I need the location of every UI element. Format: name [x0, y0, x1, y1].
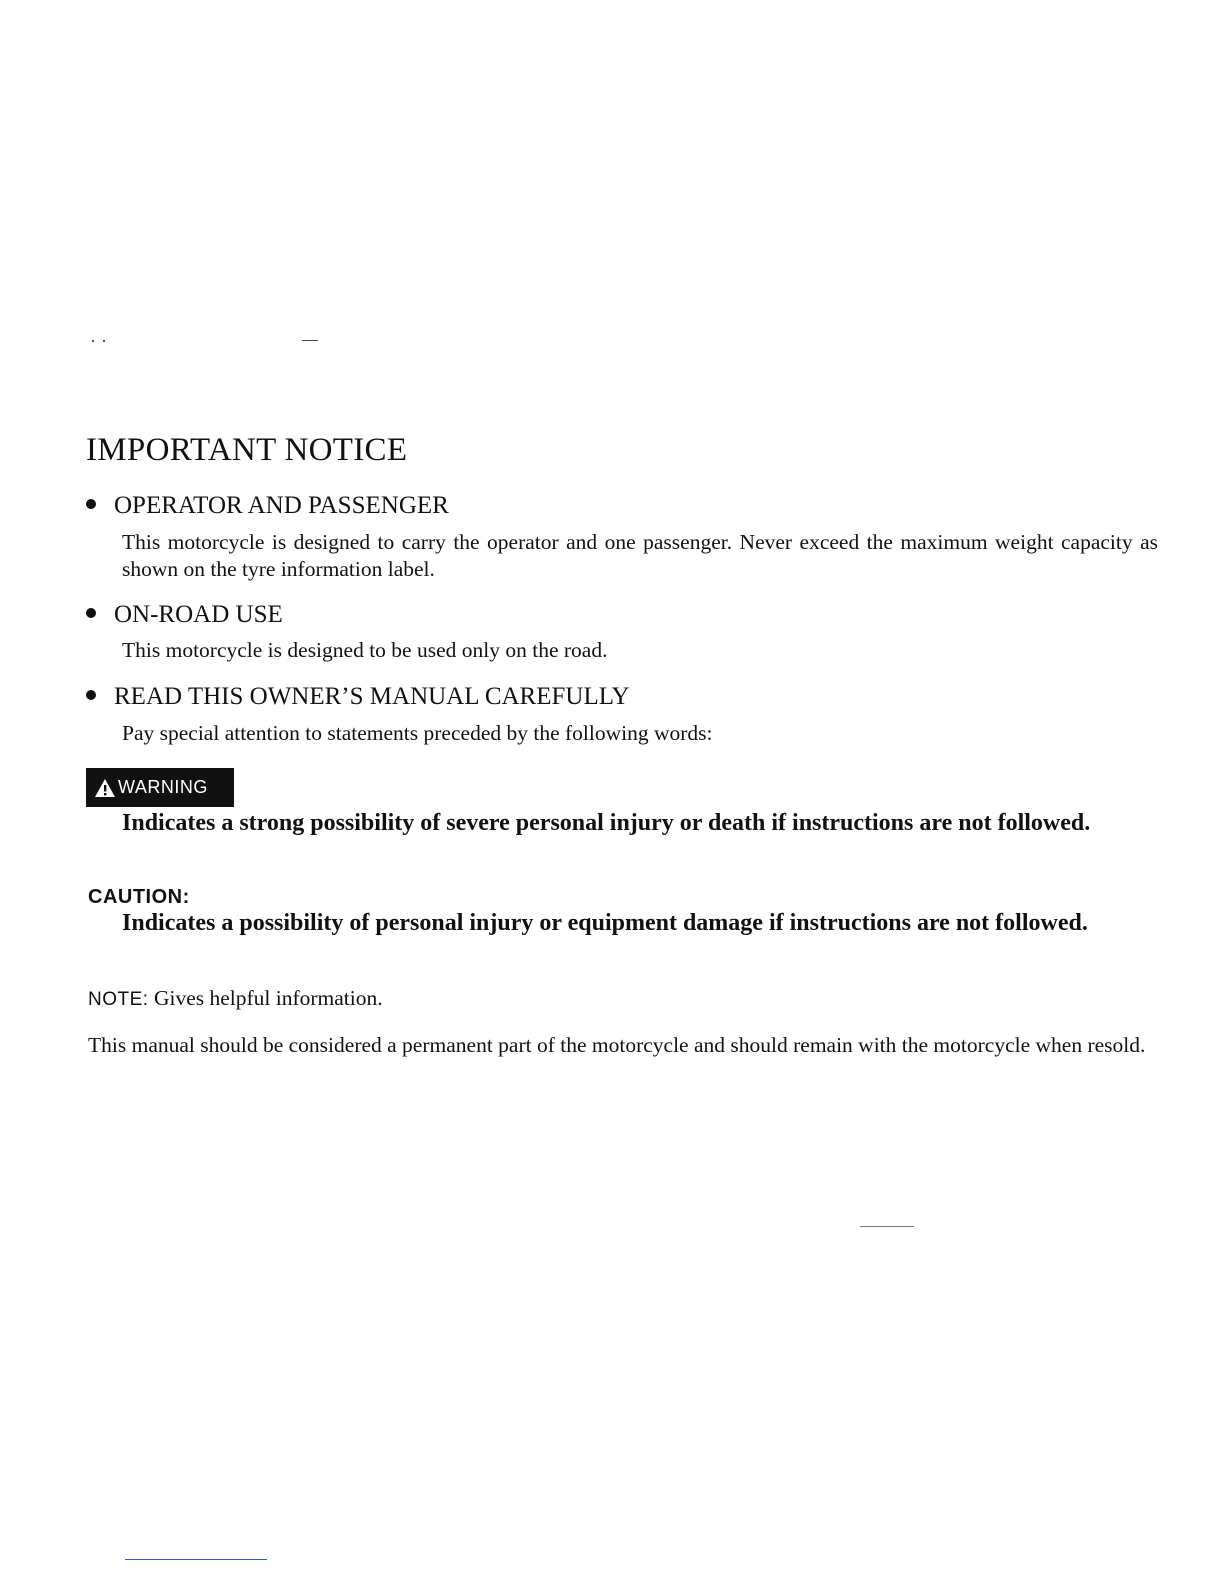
section-text-operator: This motorcycle is designed to carry the operator and one passenger. Never exceed the maximum weight capacity as shown on the tyre information label.: [122, 530, 1158, 581]
section-heading-read-manual: [86, 683, 630, 711]
warning-label: WARNING: [118, 777, 208, 797]
section-heading-operator: [86, 492, 449, 520]
note-line: [88, 986, 383, 1011]
bullet-icon: [86, 608, 96, 618]
bullet-icon: [86, 690, 96, 700]
bullet-icon: [86, 499, 96, 509]
scan-speck: [302, 340, 318, 341]
warning-text: Indicates a strong possibility of severe personal injury or death if instructions are not followed.: [122, 810, 1091, 836]
section-text-on-road: This motorcycle is designed to be used only on the road.: [122, 638, 608, 662]
section-heading-label: ON-ROAD USE: [114, 601, 283, 628]
section-heading-label: READ THIS OWNER’S MANUAL CAREFULLY: [114, 683, 630, 710]
scan-speck: [92, 340, 94, 342]
scan-rule: [860, 1226, 914, 1227]
bottom-rule: [125, 1559, 267, 1560]
page-title: IMPORTANT NOTICE: [86, 432, 408, 468]
note-text: Gives helpful information.: [153, 986, 383, 1010]
warning-badge: [86, 768, 234, 807]
scan-speck: [103, 340, 105, 342]
caution-text: Indicates a possibility of personal injury or equipment damage if instructions are not followed.: [122, 910, 1088, 936]
section-heading-label: OPERATOR AND PASSENGER: [114, 492, 449, 519]
note-label: NOTE:: [88, 989, 149, 1010]
section-text-read-manual: Pay special attention to statements preceded by the following words:: [122, 721, 713, 745]
section-heading-on-road: [86, 601, 283, 629]
caution-label: CAUTION:: [88, 886, 190, 908]
closing-paragraph: This manual should be considered a permanent part of the motorcycle and should remain with the motorcycle when resold.: [88, 1033, 1146, 1057]
warning-triangle-icon: [94, 778, 116, 798]
